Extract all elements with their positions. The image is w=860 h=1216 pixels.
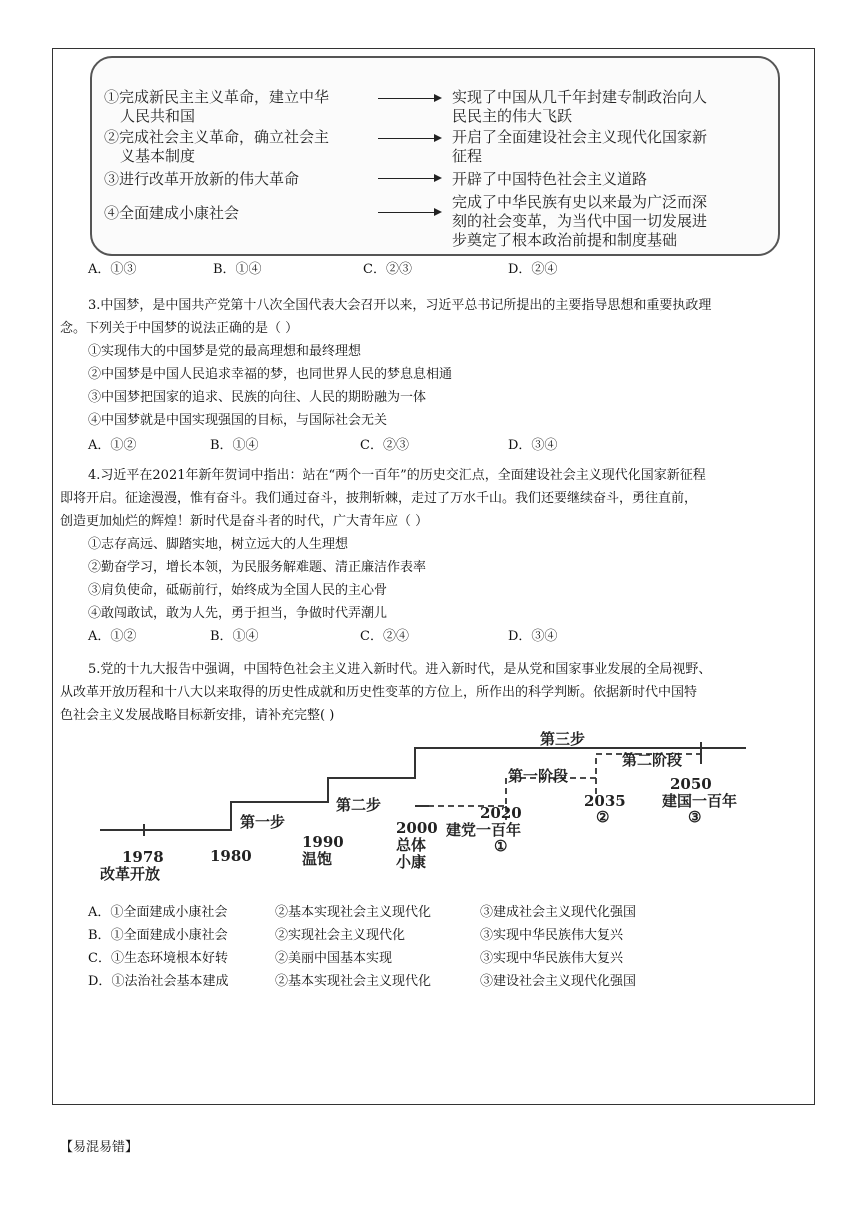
q5-option-c: C．①生态环境根本好转	[88, 951, 228, 966]
q3-stem-line-1: 3.中国梦，是中国共产党第十八次全国代表大会召开以来，习近平总书记所提出的主要指导思想和重要执政理	[88, 298, 712, 313]
q5-option-d-c2: ②基本实现社会主义现代化	[275, 974, 432, 989]
label-circle-3: ③	[688, 808, 702, 826]
q5-option-a: A．①全面建成小康社会	[88, 905, 228, 920]
pair-2-right: 开启了全面建设社会主义现代化国家新 征程	[452, 128, 708, 165]
q4-stem-line-2: 即将开启。征途漫漫，惟有奋斗。我们通过奋斗，披荆斩棘，走过了万水千山。我们还要继续奋斗，勇往直前，	[60, 491, 698, 506]
label-step-2: 第二步	[336, 796, 382, 814]
q4-option-a: A．①②	[88, 629, 137, 644]
q4-option-d: D．③④	[508, 629, 558, 644]
q4-item-1: ①志存高远、脚踏实地，树立远大的人生理想	[88, 537, 349, 552]
q4-item-3: ③肩负使命，砥砺前行，始终成为全国人民的主心骨	[88, 583, 388, 598]
q5-option-d: D．①法治社会基本建成	[88, 974, 229, 989]
pair-3-left: ③进行改革开放新的伟大革命	[104, 170, 300, 188]
label-step-3: 第三步	[540, 730, 586, 748]
q2-option-b: B．①④	[213, 262, 262, 277]
section-heading-confusing-points: 【易混易错】	[60, 1140, 139, 1155]
pair-1-right: 实现了中国从几千年封建专制政治向人 民民主的伟大飞跃	[452, 88, 708, 125]
pair-4-left: ④全面建成小康社会	[104, 204, 240, 222]
q4-item-4: ④敢闯敢试，敢为人先，勇于担当，争做时代弄潮儿	[88, 606, 388, 621]
q2-option-d: D．②④	[508, 262, 558, 277]
pair-4-right: 完成了中华民族有史以来最为广泛而深 刻的社会变革，为当代中国一切发展进 步奠定了根本政治前提和制度基础	[452, 193, 708, 249]
q4-option-b: B．①④	[210, 629, 259, 644]
q5-option-a-c2: ②基本实现社会主义现代化	[275, 905, 432, 920]
q5-option-c-c2: ②美丽中国基本实现	[275, 951, 393, 966]
arrow-4	[378, 212, 440, 213]
pair-3-right: 开辟了中国特色社会主义道路	[452, 170, 648, 188]
q3-option-d: D．③④	[508, 438, 558, 453]
label-year-2035: 2035	[584, 792, 626, 810]
q5-option-b: B．①全面建成小康社会	[88, 928, 228, 943]
q5-option-a-c3: ③建成社会主义现代化强国	[480, 905, 637, 920]
q4-stem-line-3: 创造更加灿烂的辉煌！新时代是奋斗者的时代，广大青年应（ ）	[60, 514, 429, 529]
q3-item-1: ①实现伟大的中国梦是党的最高理想和最终理想	[88, 344, 362, 359]
label-year-2050: 2050	[670, 775, 712, 793]
arrow-3	[378, 178, 440, 179]
label-circle-2: ②	[596, 808, 610, 826]
q2-option-a: A．①③	[88, 262, 137, 277]
q5-option-d-c3: ③建设社会主义现代化强国	[480, 974, 637, 989]
pair-2-left: ②完成社会主义革命，确立社会主 义基本制度	[104, 128, 330, 165]
q5-option-b-c3: ③实现中华民族伟大复兴	[480, 928, 624, 943]
label-jiandang: 建党一百年	[446, 821, 522, 839]
label-year-1990: 1990	[302, 833, 344, 851]
staircase-diagram	[96, 724, 760, 894]
q3-option-c: C．②③	[360, 438, 409, 453]
label-step-1: 第一步	[240, 813, 286, 831]
label-wenbao: 温饱	[302, 850, 333, 868]
pair-1-left: ①完成新民主主义革命，建立中华 人民共和国	[104, 88, 330, 125]
q5-stem-line-2: 从改革开放历程和十八大以来取得的历史性成就和历史性变革的方位上，所作出的科学判断。依据新时代中国特	[60, 685, 698, 700]
label-year-2020: 2020	[480, 804, 522, 822]
q3-option-b: B．①④	[210, 438, 259, 453]
label-year-1980: 1980	[210, 847, 252, 865]
label-year-2000: 2000	[396, 819, 438, 837]
label-stage-2: 第二阶段	[622, 751, 683, 769]
label-jianguo: 建国一百年	[662, 792, 738, 810]
label-zongti: 总体	[396, 836, 427, 854]
q5-option-b-c2: ②实现社会主义现代化	[275, 928, 406, 943]
label-year-1978: 1978	[122, 848, 164, 866]
q4-stem-line-1: 4.习近平在2021年新年贺词中指出：站在“两个一百年”的历史交汇点，全面建设社会主义现代化国家新征程	[88, 468, 706, 483]
arrow-1	[378, 98, 440, 99]
q5-stem-line-1: 5.党的十九大报告中强调，中国特色社会主义进入新时代。进入新时代，是从党和国家事业发展的全局视野、	[88, 662, 712, 677]
label-circle-1: ①	[494, 837, 508, 855]
arrow-2	[378, 138, 440, 139]
label-gaige: 改革开放	[100, 865, 161, 883]
q5-stem-line-3: 色社会主义发展战略目标新安排，请补充完整( )	[60, 708, 335, 723]
q2-option-c: C．②③	[363, 262, 412, 277]
q4-item-2: ②勤奋学习，增长本领，为民服务解难题、清正廉洁作表率	[88, 560, 427, 575]
label-stage-1: 第一阶段	[508, 767, 569, 785]
q3-stem-line-2: 念。下列关于中国梦的说法正确的是（ ）	[60, 321, 299, 336]
q3-item-3: ③中国梦把国家的追求、民族的向往、人民的期盼融为一体	[88, 390, 427, 405]
q4-option-c: C．②④	[360, 629, 409, 644]
q3-item-2: ②中国梦是中国人民追求幸福的梦，也同世界人民的梦息息相通	[88, 367, 453, 382]
q3-option-a: A．①②	[88, 438, 137, 453]
q3-item-4: ④中国梦就是中国实现强国的目标，与国际社会无关	[88, 413, 388, 428]
q5-option-c-c3: ③实现中华民族伟大复兴	[480, 951, 624, 966]
label-xiaokang: 小康	[396, 853, 427, 871]
